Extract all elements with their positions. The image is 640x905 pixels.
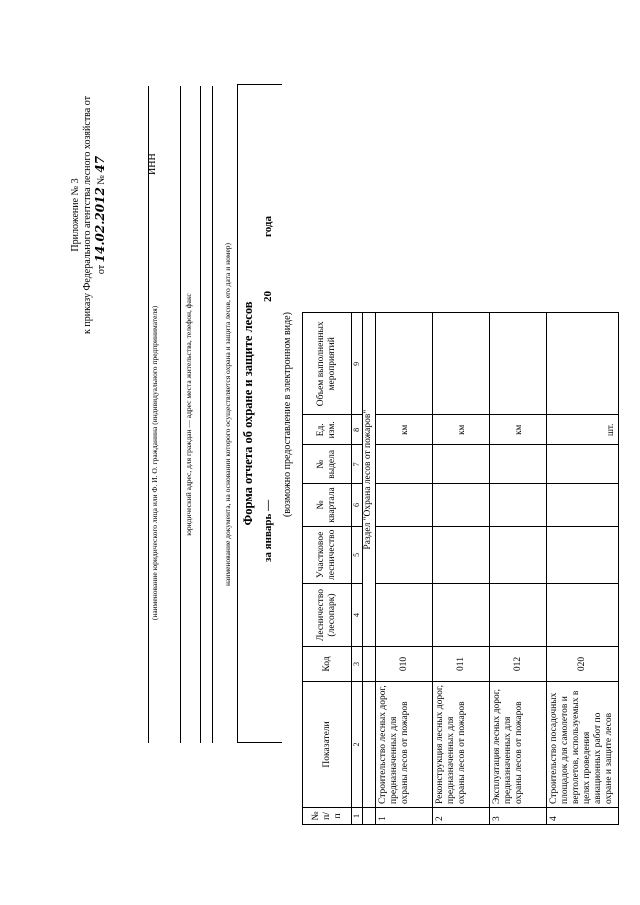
cell-volume[interactable] — [547, 313, 619, 415]
row-num: 4 — [547, 808, 619, 825]
cell-quarter[interactable] — [433, 484, 490, 526]
year-prefix: 20 — [262, 291, 274, 302]
row-num: 1 — [376, 808, 433, 825]
appendix-date: 14.02.2012 — [93, 187, 107, 263]
col-header-code: Код — [303, 647, 352, 682]
period-label: за январь — — [262, 499, 274, 562]
document-line[interactable] — [212, 86, 213, 743]
col-header-forestry: Лесничество (лесопарк) — [303, 584, 352, 647]
col-header-district: Участковое лесничество — [303, 526, 352, 583]
row-unit: шт. — [547, 415, 619, 445]
row-code: 010 — [376, 647, 433, 682]
row-unit: км — [490, 415, 547, 445]
inn-label: ИНН — [147, 153, 158, 175]
appendix-line1: Приложение № 3 — [70, 178, 81, 252]
appendix-line3 — [94, 45, 108, 385]
org-name-caption: (наименование юридического лица или Ф. И. О. гражданина (индивидуального предпринимателя) — [150, 305, 159, 621]
table-row — [376, 313, 433, 825]
cell-district[interactable] — [433, 526, 490, 583]
table-row — [547, 313, 619, 825]
form-title: Форма отчета об охране и защите лесов — [241, 301, 255, 526]
row-code: 020 — [547, 647, 619, 682]
cell-plot[interactable] — [433, 445, 490, 484]
row-num: 3 — [490, 808, 547, 825]
col-number: 1 — [352, 808, 363, 825]
table-row — [490, 313, 547, 825]
col-header-volume: Объем выполненных мероприятий — [303, 313, 352, 415]
col-number: 8 — [352, 415, 363, 445]
col-number: 9 — [352, 313, 363, 415]
electronic-note: (возможно предоставление в электронном виде) — [282, 312, 293, 517]
table-column-numbers-row — [352, 313, 363, 825]
row-num: 2 — [433, 808, 490, 825]
cell-volume[interactable] — [490, 313, 547, 415]
col-number: 6 — [352, 484, 363, 526]
row-indicator: Строительство лесных дорог, предназначенных для охраны лесов от пожаров — [376, 682, 433, 808]
cell-plot[interactable] — [547, 445, 619, 484]
form-title-box — [237, 84, 282, 743]
row-indicator: Строительство посадочных площадок для самолетов и вертолетов, используемых в целях проведения авиационных работ по охране и защите лесов — [547, 682, 619, 808]
row-indicator: Реконструкция лесных дорог, предназначенных для охраны лесов от пожаров — [433, 682, 490, 808]
row-code: 011 — [433, 647, 490, 682]
cell-volume[interactable] — [433, 313, 490, 415]
table-header-row — [303, 313, 352, 825]
report-table — [302, 312, 619, 825]
document-caption: наименование документа, на основании которого осуществляется охрана и защита лесов, его дата и номер) — [223, 242, 232, 587]
cell-forestry[interactable] — [433, 584, 490, 647]
cell-district[interactable] — [547, 526, 619, 583]
table-row — [433, 313, 490, 825]
cell-forestry[interactable] — [547, 584, 619, 647]
cell-quarter[interactable] — [490, 484, 547, 526]
row-unit: км — [376, 415, 433, 445]
address-line[interactable] — [180, 86, 181, 743]
col-header-num: № п/п — [303, 808, 352, 825]
appendix-number: 47 — [93, 155, 107, 173]
cell-forestry[interactable] — [490, 584, 547, 647]
col-number: 5 — [352, 526, 363, 583]
appendix-date-prefix: от — [96, 264, 107, 275]
row-code: 012 — [490, 647, 547, 682]
cell-plot[interactable] — [376, 445, 433, 484]
col-header-plot: № выдела — [303, 445, 352, 484]
extra-line — [200, 86, 201, 743]
col-number: 3 — [352, 647, 363, 682]
section-row — [363, 313, 376, 825]
cell-volume[interactable] — [376, 313, 433, 415]
cell-plot[interactable] — [490, 445, 547, 484]
cell-district[interactable] — [376, 526, 433, 583]
address-caption: юридический адрес, для граждан — адрес места жительства, телефон, факс — [184, 293, 193, 536]
col-number: 4 — [352, 584, 363, 647]
appendix-block — [70, 45, 108, 385]
cell-forestry[interactable] — [376, 584, 433, 647]
org-name-line[interactable] — [148, 86, 149, 743]
appendix-line2: к приказу Федерального агентства лесного хозяйства от — [82, 96, 93, 334]
year-label: года — [262, 216, 274, 237]
col-number: 7 — [352, 445, 363, 484]
row-unit: км — [433, 415, 490, 445]
cell-district[interactable] — [490, 526, 547, 583]
col-header-indicator: Показатели — [303, 682, 352, 808]
section-title: Раздел "Охрана лесов от пожаров" — [363, 313, 376, 647]
row-indicator: Эксплуатация лесных дорог, предназначенных для охраны лесов от пожаров — [490, 682, 547, 808]
col-number: 2 — [352, 682, 363, 808]
col-header-unit: Ед. изм. — [303, 415, 352, 445]
cell-quarter[interactable] — [547, 484, 619, 526]
cell-quarter[interactable] — [376, 484, 433, 526]
col-header-quarter: № квартала — [303, 484, 352, 526]
appendix-number-label: № — [96, 175, 107, 185]
